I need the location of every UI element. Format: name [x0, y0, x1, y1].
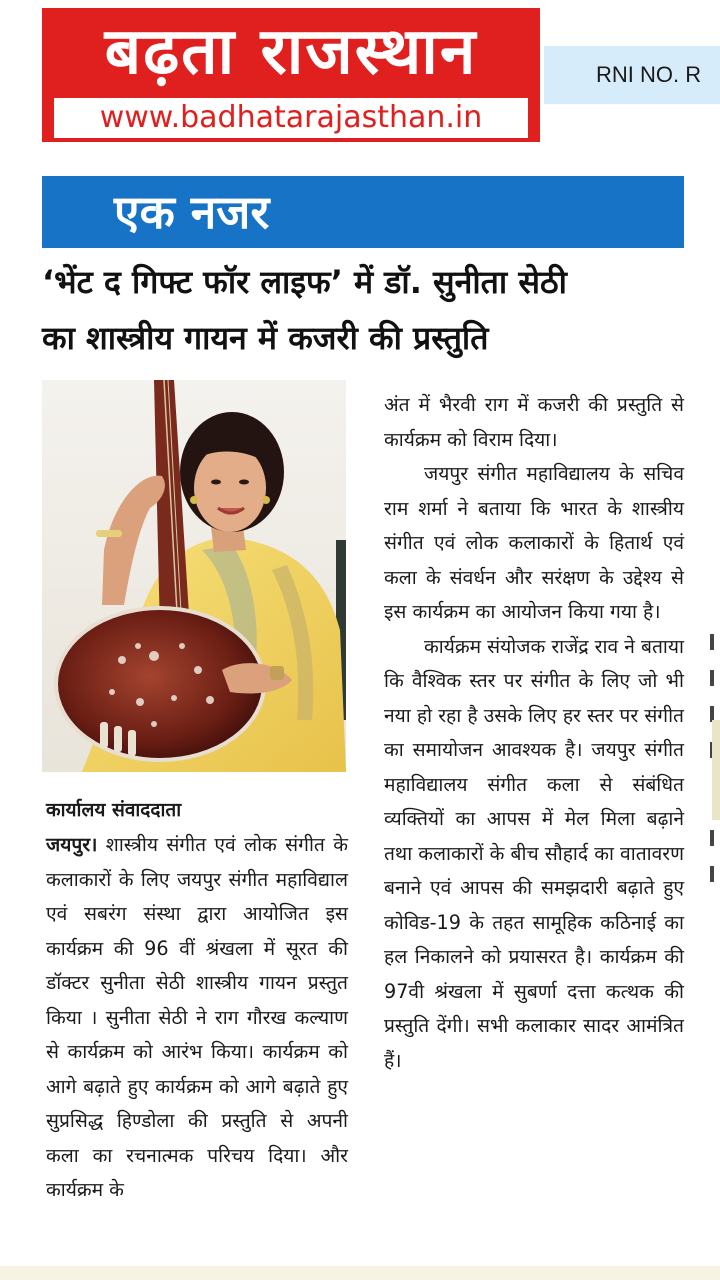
article-headline — [42, 254, 702, 366]
article-column-left — [46, 828, 348, 1208]
masthead-title: बढ़ता राजस्थान — [104, 15, 478, 89]
paragraph-right-1: अंत में भैरवी राग में कजरी की प्रस्तुति से कार्यक्रम को विराम दिया। — [384, 393, 684, 451]
paragraph-left: शास्त्रीय संगीत एवं लोक संगीत के कलाकारों के लिए जयपुर संगीत महाविद्याल एवं सबरंग संस्था द्वारा आयोजित इस कार्यक्रम की 96 वीं श्रंखला में सूरत की डॉक्टर सुनीता सेठी शास्त्रीय गायन प्रस्तुत किया । सुनीता सेठी ने राग गौरख कल्याण से कार्यक्रम को आरंभ किया। कार्यक्रम को आगे बढ़ाते हुए कार्यक्रम को आगे बढ़ाते हुए सुप्रसिद्ध हिण्डोला की प्रस्तुति से अपनी कला का रचनात्मक परिचय दिया। और कार्यक्रम के — [46, 833, 348, 1201]
rni-number: RNI NO. R — [544, 46, 720, 104]
article-column-right — [384, 388, 684, 1078]
portrait-with-tanpura-photo — [42, 380, 346, 772]
headline-line-2: का शास्त्रीय गायन में कजरी की प्रस्तुति — [42, 319, 489, 357]
section-title: एक नजर — [114, 185, 270, 239]
masthead-logo — [42, 8, 540, 142]
section-bar — [42, 176, 684, 248]
page-edge-shade — [712, 720, 720, 820]
article-byline: कार्यालय संवाददाता — [46, 799, 182, 821]
masthead-url: www.badhatarajasthan.in — [54, 98, 528, 138]
bottom-strip — [0, 1266, 720, 1280]
article-photo — [42, 380, 346, 772]
paragraph-right-2: जयपुर संगीत महाविद्यालय के सचिव राम शर्मा ने बताया कि भारत के शास्त्रीय संगीत एवं लोक कलाकारों के हितार्थ एवं कला के संवर्धन और सरंक्षण के उद्देश्य से इस कार्यक्रम का आयोजन किया गया है। — [384, 462, 684, 623]
dateline: जयपुर। — [46, 833, 98, 856]
paragraph-right-3: कार्यक्रम संयोजक राजेंद्र राव ने बताया कि वैश्विक स्तर पर संगीत के लिए जो भी नया हो रहा है उसके लिए हर स्तर पर संगीत का समायोजन आवश्यक है। जयपुर संगीत महाविद्यालय संगीत कला से संबंधित व्यक्तियों का आपस में मेल मिला बढ़ाने तथा कलाकारों के बीच सौहार्द का वातावरण बनाने एवं आपस की समझदारी बढ़ाते हुए कोविड-19 के तहत सामूहिक कठिनाई का हल निकालने को प्रयासरत है। कार्यक्रम की 97वी श्रंखला में सुबर्णा दत्ता कत्थक की प्रस्तुति देंगी। सभी कलाकार सादर आमंत्रित हैं। — [384, 634, 684, 1072]
headline-line-1: ‘भेंट द गिफ्ट फॉर लाइफ’ में डॉ. सुनीता सेठी — [42, 263, 567, 301]
